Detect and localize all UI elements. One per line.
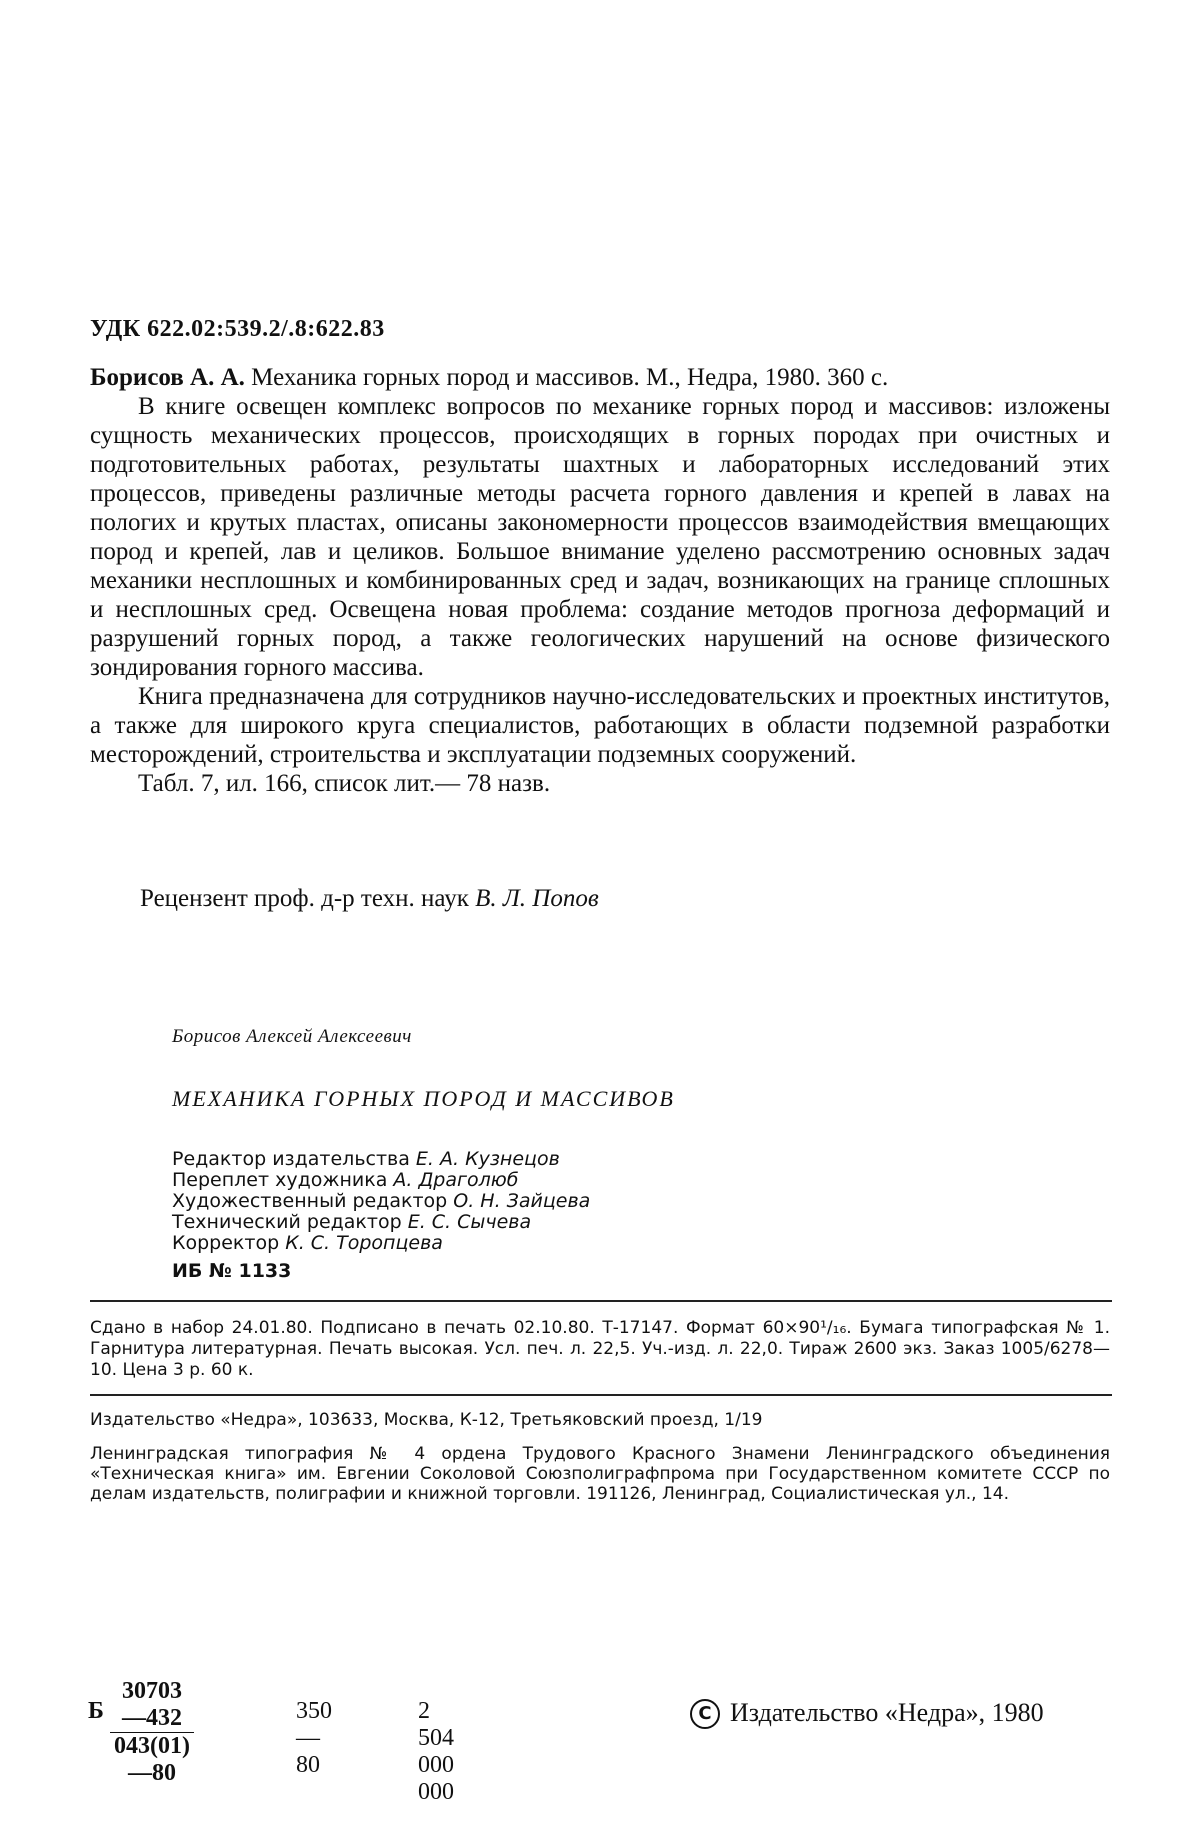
- catalog-number-1: 350—80: [296, 1698, 332, 1778]
- catalog-numerator: 30703—432: [110, 1678, 194, 1733]
- book-title: МЕХАНИКА ГОРНЫХ ПОРОД И МАССИВОВ: [172, 1086, 675, 1111]
- divider-middle: [90, 1394, 1112, 1396]
- divider-top: [90, 1300, 1112, 1302]
- credit-line: [172, 1212, 590, 1233]
- credit-role: Редактор издательства: [172, 1148, 416, 1170]
- credit-name: О. Н. Зайцева: [453, 1190, 591, 1212]
- catalog-fraction: [110, 1678, 194, 1787]
- catalog-denominator: 043(01)—80: [114, 1733, 190, 1786]
- catalog-letter: Б: [88, 1698, 104, 1724]
- abstract-stats: Табл. 7, ил. 166, список лит.— 78 назв.: [138, 770, 551, 797]
- credit-line: [172, 1170, 590, 1191]
- reviewer-prefix: Рецензент проф. д-р техн. наук: [140, 885, 476, 912]
- credit-role: Технический редактор: [172, 1211, 408, 1233]
- credit-name: А. Драголюб: [393, 1169, 519, 1191]
- credit-line: [172, 1149, 590, 1170]
- credit-name: К. С. Торопцева: [285, 1232, 443, 1254]
- bib-author: Борисов А. А.: [90, 364, 245, 391]
- bibliographic-entry: [90, 363, 1110, 392]
- author-full-name: Борисов Алексей Алексеевич: [172, 1026, 412, 1047]
- print-info: Сдано в набор 24.01.80. Подписано в печать 02.10.80. Т-17147. Формат 60×90¹/₁₆. Бумага типографская № 1. Гарнитура литературная. Печать высокая. Усл. печ. л. 22,5. Уч.-изд. л. 22,0. Тираж 2600 экз. Заказ 1005/6278—10. Цена 3 р. 60 к.: [90, 1318, 1110, 1380]
- credit-role: Художественный редактор: [172, 1190, 454, 1212]
- main-text: [90, 363, 1110, 798]
- copyright-line: [690, 1698, 1044, 1729]
- credit-role: Переплет художника: [172, 1169, 394, 1191]
- printer-info: Ленинградская типография № 4 ордена Трудового Красного Знамени Ленинградского объединения «Техническая книга» им. Евгении Соколовой Союзполиграфпрома при Государственном комитете СССР по делам издательств, полиграфии и книжной торговли. 191126, Ленинград, Социалистическая ул., 14.: [90, 1444, 1110, 1504]
- copyright-icon: C: [690, 1699, 720, 1729]
- abstract-paragraph-2: Книга предназначена для сотрудников научно-исследовательских и проектных институтов, а также для широкого круга специалистов, работающих в области подземной разработки месторождений, строительства и эксплуатации подземных сооружений.: [90, 683, 1110, 768]
- publisher-info: Издательство «Недра», 103633, Москва, К-12, Третьяковский проезд, 1/19: [90, 1410, 763, 1430]
- reviewer-line: [140, 885, 599, 913]
- credit-role: Корректор: [172, 1232, 286, 1254]
- credit-name: Е. С. Сычева: [407, 1211, 532, 1233]
- credit-name: Е. А. Кузнецов: [415, 1148, 560, 1170]
- bib-description: Механика горных пород и массивов. М., Недра, 1980. 360 с.: [244, 364, 889, 391]
- credit-line: [172, 1191, 590, 1212]
- ib-number: ИБ № 1133: [172, 1260, 292, 1282]
- reviewer-name: В. Л. Попов: [475, 885, 599, 912]
- credit-line: [172, 1233, 590, 1254]
- copyright-text: Издательство «Недра», 1980: [730, 1698, 1044, 1727]
- catalog-number-2: 2 504 000 000: [418, 1698, 454, 1805]
- abstract-paragraph-1: В книге освещен комплекс вопросов по механике горных пород и массивов: изложены сущность механических процессов, происходящих в горных породах при очистных и подготовительных работах, результаты шахтных и лабораторных исследований этих процессов, приведены различные методы расчета горного давления и крепей в лавах на пологих и крутых пластах, описаны закономерности процессов взаимодействия вмещающих пород и крепей, лав и целиков. Большое внимание уделено рассмотрению основных задач механики несплошных и комбинированных сред и задач, возникающих на границе сплошных и несплошных сред. Освещена новая проблема: создание методов прогноза деформаций и разрушений горных пород, а также геологических нарушений на основе физического зондирования горного массива.: [90, 393, 1110, 681]
- credits-list: [172, 1149, 590, 1254]
- udk-code: УДК 622.02:539.2/.8:622.83: [90, 316, 385, 342]
